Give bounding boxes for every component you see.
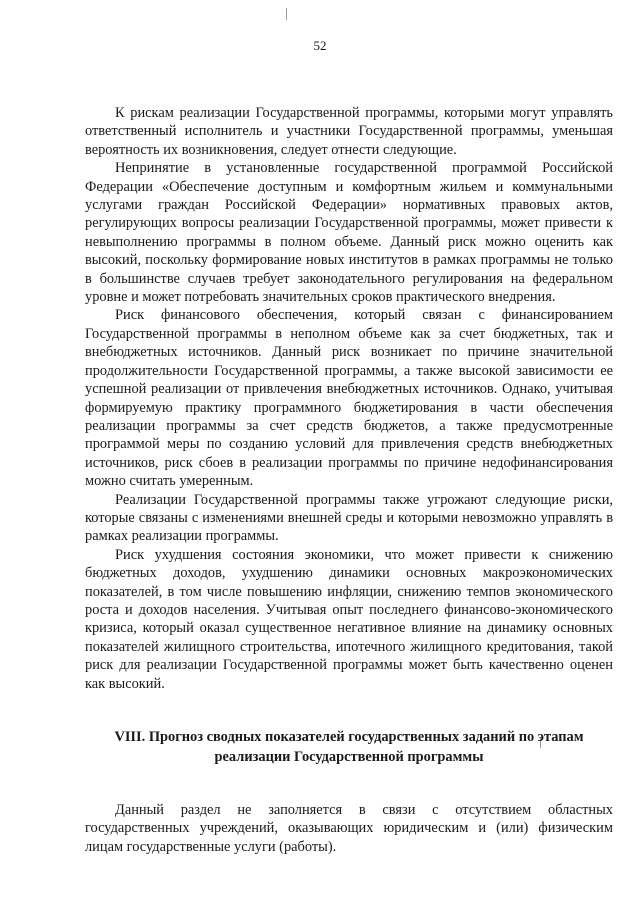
document-body bbox=[85, 104, 613, 856]
section-heading-line: реализации Государственной программы bbox=[214, 749, 484, 765]
paragraph-regulatory-risk: Непринятие в установленные государственной программой Российской Федерации «Обеспечение доступным и комфортным жильем и коммунальными услугами граждан Российской Федерации» нормативных правовых актов, регулирующих вопросы реализации Государственной программы, может привести к невыполнению программы в полном объеме. Данный риск можно оценить как высокий, поскольку формирование новых институтов в рамках программы не только в большинстве случаев требует законодательного регулирования на федеральном уровне и может потребовать значительных сроков практического внедрения. bbox=[85, 160, 613, 306]
paragraph-section-note: Данный раздел не заполняется в связи с отсутствием областных государственных учреждений, оказывающих юридическим и (или) физическим лицам государственные услуги (работы). bbox=[85, 802, 613, 855]
paragraph-external-risks: Реализации Государственной программы также угрожают следующие риски, которые связаны с изменениями внешней среды и которыми невозможно управлять в рамках реализации программы. bbox=[85, 491, 613, 545]
paragraph-risks-intro: К рискам реализации Государственной программы, которыми могут управлять ответственный исполнитель и участники Государственной программы, уменьшая вероятность их возникновения, следует отнести следующие. bbox=[85, 105, 613, 158]
page-number: 52 bbox=[313, 38, 327, 53]
paragraph-financial-risk: Риск финансового обеспечения, который связан с финансированием Государственной программы в неполном объеме как за счет бюджетных, так и внебюджетных источников. Данный риск возникает по причине значительной продолжительности Государственной программы, а также высокой зависимости ее успешной реализации от привлечения внебюджетных источников. Однако, учитывая формируемую практику программного бюджетирования в части обеспечения реализации программы за счет средств бюджетов, а также предусмотренные программой меры по созданию условий для привлечения средств внебюджетных источников, риск сбоев в реализации программы по причине недофинансирования можно считать умеренным. bbox=[85, 307, 613, 490]
paragraph-economic-risk: Риск ухудшения состояния экономики, что может привести к снижению бюджетных доходов, ухудшению динамики основных макроэкономических показателей, в том числе повышению инфляции, снижению темпов экономического роста и доходов населения. Учитывая опыт последнего финансово-экономического кризиса, который оказал существенное негативное влияние на динамику основных показателей жилищного строительства, ипотечного жилищного кредитования, такой риск для реализации Государственной программы может быть качественно оценен как высокий. bbox=[85, 546, 613, 692]
section-heading-line: VIII. Прогноз сводных показателей государственных заданий по этапам bbox=[114, 729, 584, 745]
scan-artifact-mark bbox=[286, 8, 287, 20]
section-heading bbox=[85, 727, 613, 767]
